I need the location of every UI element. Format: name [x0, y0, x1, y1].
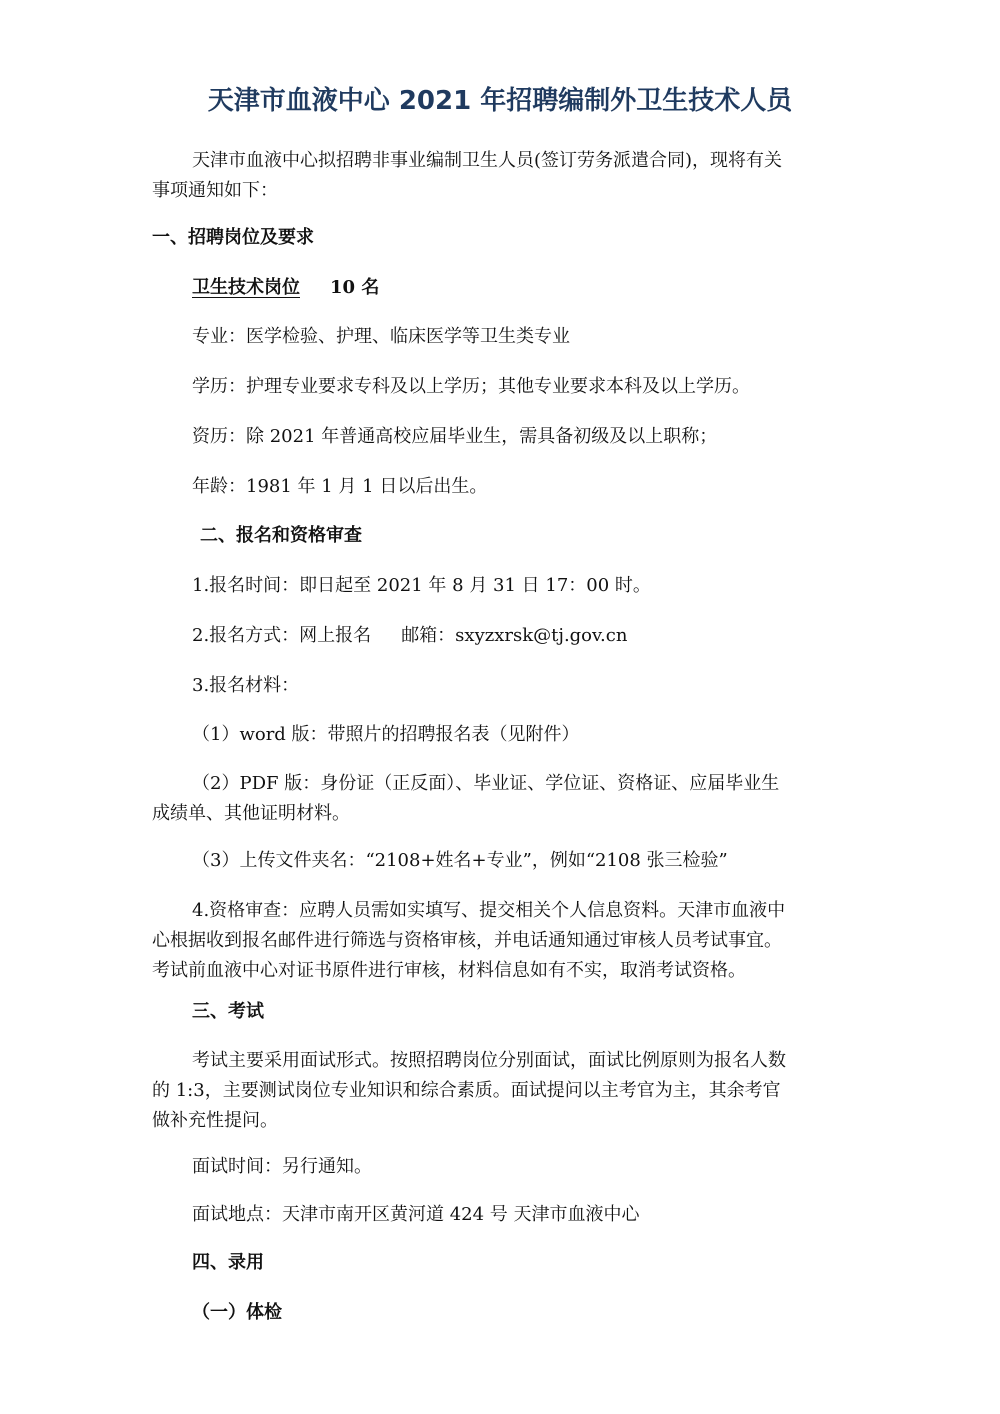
section4-heading: 四、录用 [192, 1252, 264, 1273]
section2-heading: 二、报名和资格审查 [200, 525, 362, 546]
review-line-1: 4.资格审查：应聘人员需如实填写、提交相关个人信息资料。天津市血液中 [192, 900, 786, 921]
section3-heading: 三、考试 [192, 1001, 264, 1022]
review-line-2: 心根据收到报名邮件进行筛选与资格审核，并电话通知通过审核人员考试事宜。 [152, 930, 782, 951]
section1-heading: 一、招聘岗位及要求 [152, 227, 314, 248]
position-name: 卫生技术岗位 [192, 277, 300, 298]
interview-location: 面试地点：天津市南开区黄河道 424 号 天津市血液中心 [192, 1204, 640, 1225]
material-1: （1）word 版：带照片的招聘报名表（见附件） [192, 724, 580, 745]
materials-label: 3.报名材料： [192, 675, 300, 696]
intro-line-2: 事项通知如下： [152, 180, 278, 201]
review-line-3: 考试前血液中心对证书原件进行审核，材料信息如有不实，取消考试资格。 [152, 960, 746, 981]
qualification-text: 资历：除 2021 年普通高校应届毕业生，需具备初级及以上职称； [192, 426, 718, 447]
registration-method: 2.报名方式：网上报名 [192, 625, 372, 646]
exam-desc-line-3: 做补充性提问。 [152, 1110, 278, 1131]
position-row [192, 273, 379, 303]
registration-method-row [192, 621, 627, 651]
major-text: 专业：医学检验、护理、临床医学等卫生类专业 [192, 326, 570, 347]
exam-desc-line-1: 考试主要采用面试形式。按照招聘岗位分别面试，面试比例原则为报名人数 [192, 1050, 786, 1071]
education-text: 学历：护理专业要求专科及以上学历；其他专业要求本科及以上学历。 [192, 376, 750, 397]
material-2-line-1: （2）PDF 版：身份证（正反面）、毕业证、学位证、资格证、应届毕业生 [192, 773, 780, 794]
exam-desc-line-2: 的 1:3，主要测试岗位专业知识和综合素质。面试提问以主考官为主，其余考官 [152, 1080, 781, 1101]
registration-time: 1.报名时间：即日起至 2021 年 8 月 31 日 17：00 时。 [192, 575, 651, 596]
age-text: 年龄：1981 年 1 月 1 日以后出生。 [192, 476, 488, 497]
interview-time: 面试时间：另行通知。 [192, 1156, 372, 1177]
registration-email: 邮箱：sxyzxrsk@tj.gov.cn [401, 625, 628, 646]
position-count: 10 名 [330, 277, 380, 298]
intro-line-1: 天津市血液中心拟招聘非事业编制卫生人员(签订劳务派遣合同)，现将有关 [192, 150, 783, 171]
material-2-line-2: 成绩单、其他证明材料。 [152, 803, 350, 824]
section4-sub1: （一）体检 [192, 1302, 282, 1323]
material-3: （3）上传文件夹名：“2108+姓名+专业”，例如“2108 张三检验” [192, 850, 728, 871]
document-title: 天津市血液中心 2021 年招聘编制外卫生技术人员 [207, 86, 793, 116]
